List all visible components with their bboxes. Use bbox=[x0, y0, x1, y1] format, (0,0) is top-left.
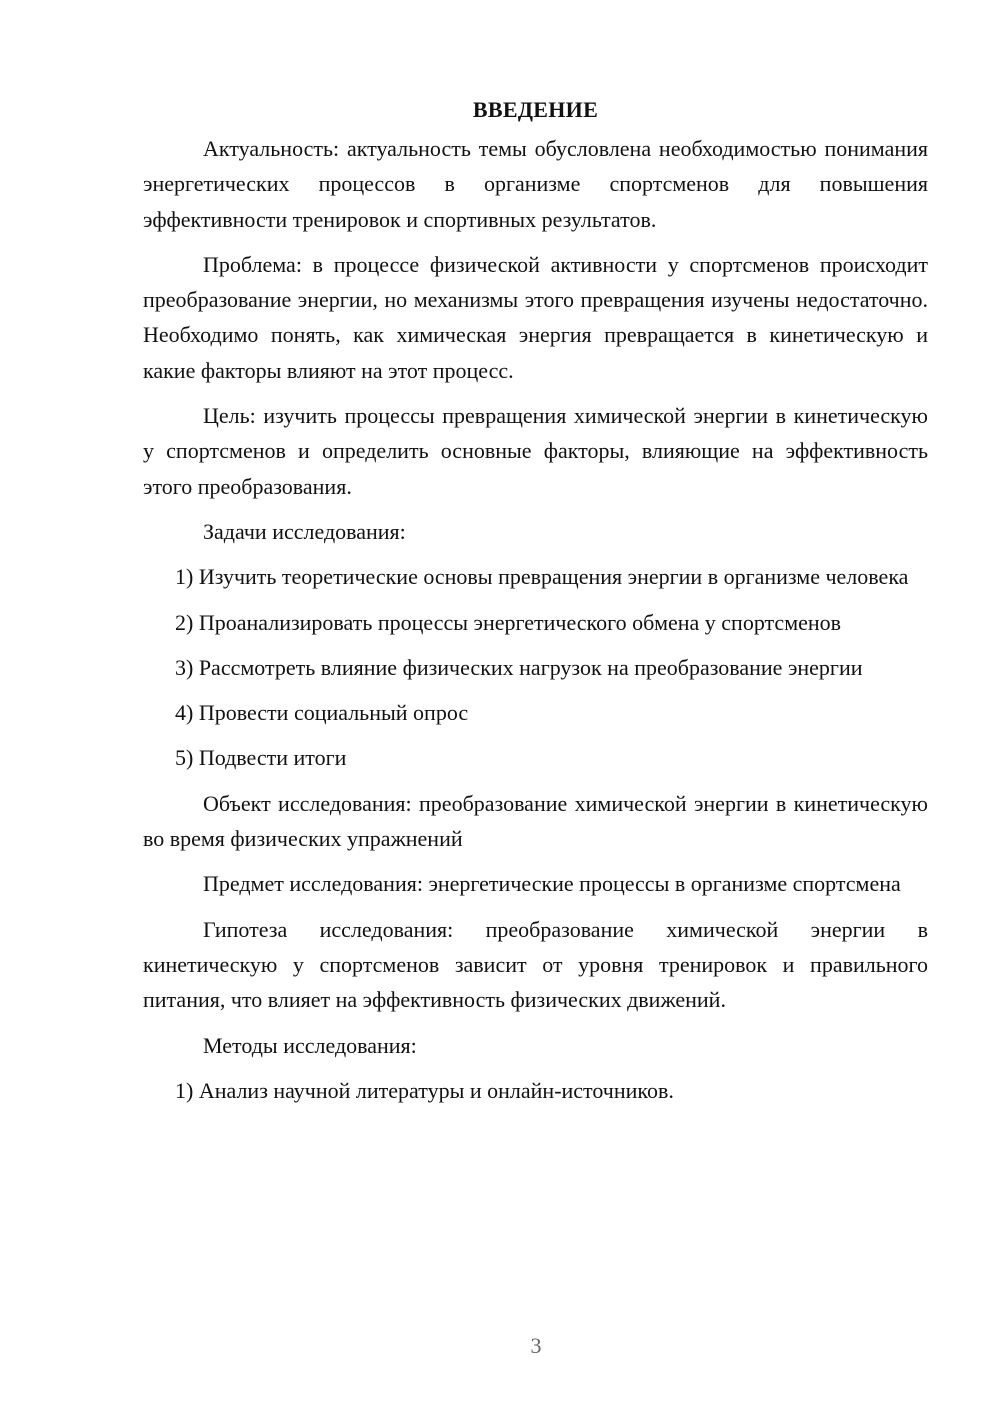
task-item-1: 1) Изучить теоретические основы превращения энергии в организме человека bbox=[175, 564, 909, 590]
problem-paragraph: Проблема: в процессе физической активности у спортсменов происходит преобразование энергии, но механизмы этого превращения изучены недостаточно. Необходимо понять, как химическая энергия превращается в кинетическую и какие факторы влияют на этот процесс. bbox=[143, 251, 928, 383]
subject-paragraph: Предмет исследования: энергетические процессы в организме спортсмена bbox=[203, 871, 901, 897]
section-title: ВВЕДЕНИЕ bbox=[472, 97, 599, 122]
task-item-2: 2) Проанализировать процессы энергетического обмена у спортсменов bbox=[175, 609, 842, 635]
task-item-5: 5) Подвести итоги bbox=[175, 745, 347, 771]
relevance-paragraph: Актуальность: актуальность темы обусловлена необходимостью понимания энергетических процессов в организме спортсменов для повышения эффективности тренировок и спортивных результатов. bbox=[143, 136, 928, 232]
goal-paragraph: Цель: изучить процессы превращения химической энергии в кинетическую у спортсменов и определить основные факторы, влияющие на эффективность этого преобразования. bbox=[143, 403, 928, 499]
tasks-heading: Задачи исследования: bbox=[203, 518, 406, 544]
method-item-1: 1) Анализ научной литературы и онлайн-источников. bbox=[175, 1077, 674, 1103]
page-number: 3 bbox=[530, 1333, 542, 1358]
page-content bbox=[143, 92, 928, 1118]
methods-heading: Методы исследования: bbox=[203, 1032, 417, 1058]
hypothesis-paragraph: Гипотеза исследования: преобразование химической энергии в кинетическую у спортсменов зависит от уровня тренировок и правильного питания, что влияет на эффективность физических движений. bbox=[143, 916, 928, 1013]
task-item-3: 3) Рассмотреть влияние физических нагрузок на преобразование энергии bbox=[175, 654, 863, 680]
task-item-4: 4) Провести социальный опрос bbox=[175, 700, 469, 726]
object-paragraph: Объект исследования: преобразование химической энергии в кинетическую во время физических упражнений bbox=[143, 790, 928, 852]
